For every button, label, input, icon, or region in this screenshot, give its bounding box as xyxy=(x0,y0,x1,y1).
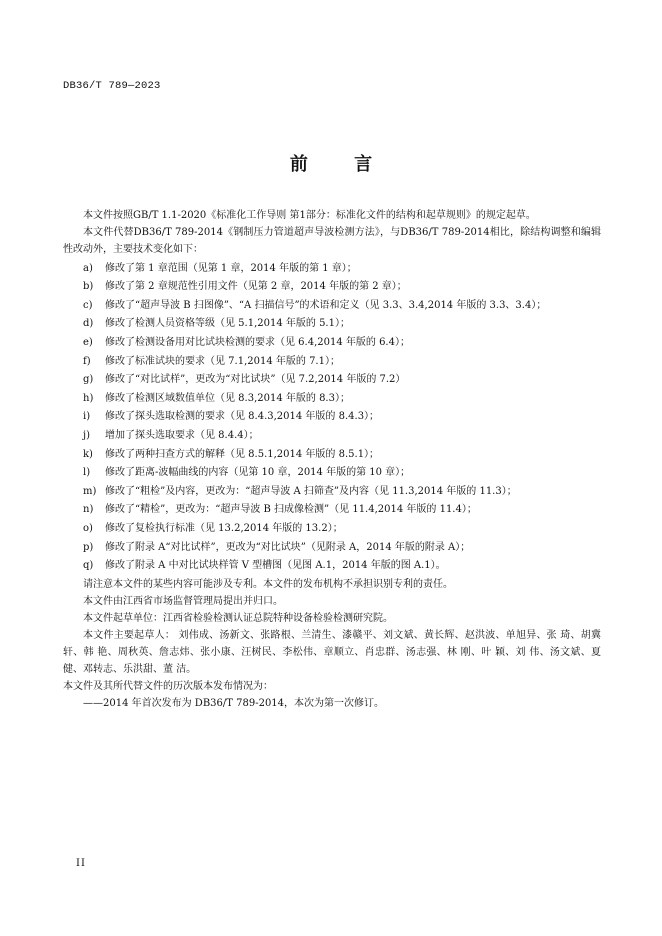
list-item xyxy=(63,520,601,537)
proposer-statement: 本文件由江西省市场监督管理局提出并归口。 xyxy=(83,595,283,607)
history-heading: 本文件及其所代替文件的历次版本发布情况为： xyxy=(63,680,273,692)
list-item xyxy=(63,427,601,444)
list-marker: j) xyxy=(83,429,91,441)
history-item: ——2014 年首次发布为 DB36/T 789-2014，本次为第一次修订。 xyxy=(83,697,385,709)
list-item-text: 修改了附录 A 中对比试块样管 V 型槽图（见图 A.1，2014 年版的图 A.1）。 xyxy=(105,560,446,572)
drafters-list: 本文件主要起草人： 刘伟成、汤新文、张路根、兰清生、漆赣平、刘文斌、黄长辉、赵洪波、单旭异、张 琦、胡冀轩、韩 艳、周秋英、詹志炜、张小康、汪树民、李松伟、章顺立、肖忠群、汤志强、林 刚、叶 颖、刘 伟、汤文斌、夏 健、邓转志、乐洪甜、董 洁。 xyxy=(63,629,601,675)
list-marker: c) xyxy=(83,299,93,311)
list-item-text: 修改了“对比试样”，更改为“对比试块”（见 7.2,2014 年版的 7.2） xyxy=(105,374,406,386)
list-item-text: 修改了距离-波幅曲线的内容（见第 10 章，2014 年版的第 10 章）； xyxy=(105,467,411,479)
patent-notice: 请注意本文件的某些内容可能涉及专利。本文件的发布机构不承担识别专利的责任。 xyxy=(83,578,453,590)
list-marker: k) xyxy=(83,448,93,460)
list-item-text: 修改了“粗检”及内容，更改为：“超声导波 A 扫筛查”及内容（见 11.3,2014 年版的 11.3）； xyxy=(105,485,517,497)
list-marker: p) xyxy=(83,541,94,553)
list-item xyxy=(63,464,601,481)
list-marker: n) xyxy=(83,504,94,516)
page-number: II xyxy=(76,858,86,869)
list-item xyxy=(63,260,601,277)
list-item-text: 修改了复检执行标准（见 13.2,2014 年版的 13.2）； xyxy=(105,522,343,534)
list-item xyxy=(63,390,601,407)
list-marker: b) xyxy=(83,281,94,293)
list-item xyxy=(63,371,601,388)
list-item-text: 修改了第 2 章规范性引用文件（见第 2 章，2014 年版的第 2 章）； xyxy=(105,281,407,293)
list-item xyxy=(63,278,601,295)
list-marker: e) xyxy=(83,336,93,348)
list-item-text: 修改了探头选取检测的要求（见 8.4.3,2014 年版的 8.4.3）； xyxy=(105,411,380,423)
list-item xyxy=(63,353,601,370)
list-item xyxy=(63,446,601,463)
list-item-text: 修改了两种扫查方式的解释（见 8.5.1,2014 年版的 8.5.1）； xyxy=(105,448,380,460)
list-item xyxy=(63,539,601,556)
drafting-organization: 本文件起草单位：江西省检验检测认证总院特种设备检验检测研究院。 xyxy=(83,612,393,624)
intro-paragraph-2: 本文件代替DB36/T 789-2014《钢制压力管道超声导波检测方法》，与DB36/T 789-2014相比，除结构调整和编辑性改动外，主要技术变化如下： xyxy=(63,227,601,255)
list-marker: q) xyxy=(83,560,94,572)
list-item xyxy=(63,297,601,314)
doc-code: DB36/T 789—2023 xyxy=(63,80,161,92)
list-item-text: 修改了检测设备用对比试块检测的要求（见 6.4,2014 年版的 6.4）； xyxy=(105,336,410,348)
list-item-text: 修改了标准试块的要求（见 7.1,2014 年版的 7.1）； xyxy=(105,355,340,367)
list-marker: a) xyxy=(83,262,93,274)
list-item-text: 修改了检测人员资格等级（见 5.1,2014 年版的 5.1）； xyxy=(105,318,350,330)
list-marker: i) xyxy=(83,411,91,423)
list-marker: m) xyxy=(83,485,97,497)
list-item-text: 修改了“超声导波 B 扫图像”、“A 扫描信号”的术语和定义（见 3.3、3.4,2014 年版的 3.3、3.4）； xyxy=(105,299,547,311)
list-item xyxy=(63,557,601,574)
list-marker: f) xyxy=(83,355,91,367)
list-item xyxy=(63,315,601,332)
list-marker: l) xyxy=(83,467,91,479)
list-item-text: 修改了检测区域数值单位（见 8.3,2014 年版的 8.3）； xyxy=(105,392,350,404)
list-marker: o) xyxy=(83,522,93,534)
list-item-text: 修改了附录 A“对比试样”，更改为“对比试块”（见附录 A，2014 年版的附录 A）； xyxy=(105,541,471,553)
list-item xyxy=(63,408,601,425)
list-item-text: 修改了“精检”，更改为：“超声导波 B 扫成像检测”（见 11.4,2014 年版的 11.4）； xyxy=(105,504,477,516)
changes-list xyxy=(63,260,601,575)
intro-paragraph-1: 本文件按照GB/T 1.1-2020《标准化工作导则 第1部分：标准化文件的结构和起草规则》的规定起草。 xyxy=(83,210,536,221)
list-item-text: 增加了探头选取要求（见 8.4.4）； xyxy=(105,429,259,441)
list-marker: g) xyxy=(83,374,94,386)
list-item xyxy=(63,334,601,351)
foreword-body xyxy=(63,207,601,712)
page-title: 前 言 xyxy=(289,154,393,175)
list-item xyxy=(63,501,601,518)
list-marker: h) xyxy=(83,392,94,404)
list-item xyxy=(63,483,601,500)
list-item-text: 修改了第 1 章范围（见第 1 章，2014 年版的第 1 章）； xyxy=(105,262,357,274)
list-marker: d) xyxy=(83,318,94,330)
